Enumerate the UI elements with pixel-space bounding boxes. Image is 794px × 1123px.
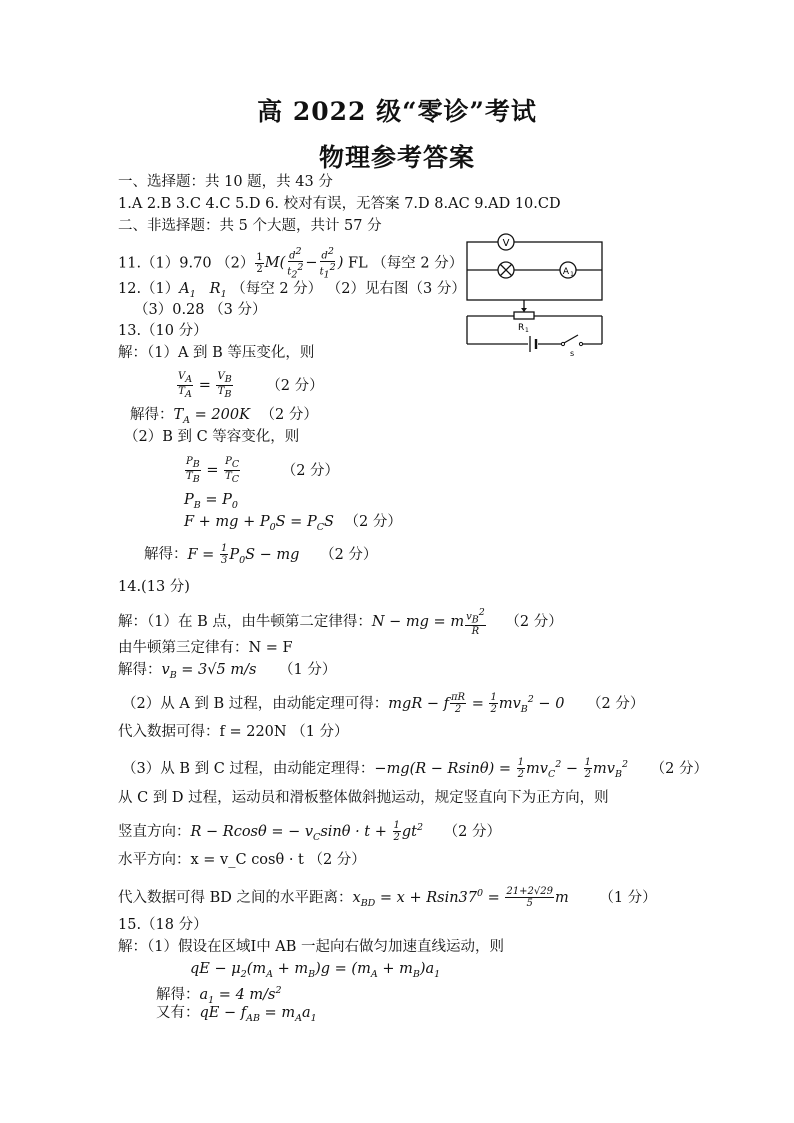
q13-pb: $P_B = P_0$	[184, 492, 238, 511]
q13-line4: （2）B 到 C 等容变化，则	[124, 429, 300, 445]
q14-line9: 水平方向：x = v_C cosθ · t （2 分）	[118, 852, 366, 868]
q14-line5: 代入数据可得：f = 220N （1 分）	[118, 724, 349, 740]
q12-answer: $A_1$ $R_1$	[179, 281, 227, 300]
q14-score5: （2 分）	[443, 823, 501, 840]
q13-score2: （2 分）	[260, 407, 318, 423]
q13-force-eq: F + mg + $P_0S = P_CS$ （2 分）	[184, 514, 402, 533]
q14-line4: （2）从 A 到 B 过程，由动能定理可得：mgR − f $\frac{\pi R}{2}$ = $\frac{1}{2}$ $mv_B^2 - 0$ （2 分）	[122, 692, 645, 716]
q13-ta: $T_A = 200K$	[173, 407, 250, 426]
q14-score1: （2 分）	[505, 614, 563, 631]
ammeter-icon	[560, 262, 576, 278]
part1-heading: 一、选择题：共 10 题，共 43 分	[118, 174, 333, 190]
q14-line6: （3）从 B 到 C 过程，由动能定理得：−mg(R − Rsinθ) = $\frac{1}{2}$ $mv_C^2$ − $\frac{1}{2}$ $mv_B^2$ （2 分）	[122, 757, 708, 781]
choice-answers: 1.A 2.B 3.C 4.C 5.D 6. 校对有误，无答案 7.D 8.AC 9.AD 10.CD	[118, 196, 561, 212]
q12-line2: （3）0.28 （3 分）	[134, 302, 267, 318]
svg-text:1: 1	[525, 327, 529, 334]
q14-line10: 代入数据可得 BD 之间的水平距离：$x_{BD} = x + Rsin37^0$ = $\frac{21+2√29}{5}$ m （1 分）	[118, 886, 657, 910]
q14-score2: （1 分）	[279, 662, 337, 678]
lamp-icon	[498, 262, 514, 278]
q15-solve-label: 解得：	[156, 986, 200, 1003]
q14-energy-ab: （2）从 A 到 B 过程，由动能定理可得：	[122, 695, 389, 712]
q14-vertical-label: 竖直方向：	[118, 823, 191, 840]
svg-text:s: s	[570, 349, 575, 358]
q13-heading: 13.（10 分）	[118, 323, 208, 339]
q11-line	[118, 246, 463, 281]
battery-icon	[530, 336, 536, 352]
q15-line1: 解：（1）假设在区域Ⅰ中 AB 一起向右做匀加速直线运动，则	[118, 939, 505, 955]
q15-heading: 15.（18 分）	[118, 917, 208, 933]
q15-also-label: 又有：	[156, 1005, 200, 1021]
exam-title: 高 2022 级“零诊”考试	[257, 97, 537, 126]
q11-tail: FL （每空 2 分）	[343, 255, 464, 272]
q14-newton2: 解：（1）在 B 点，由牛顿第二定律得：	[118, 614, 372, 631]
circuit-diagram	[462, 232, 607, 358]
q13-score4: （2 分）	[344, 514, 402, 530]
q11-half: $\frac{1}{2}$	[256, 251, 263, 275]
voltmeter-icon	[498, 234, 514, 250]
part2-heading: 二、非选择题：共 5 个大题，共计 57 分	[118, 218, 382, 234]
q12-rest: （每空 2 分） （2）见右图（3 分）	[226, 281, 466, 297]
svg-text:R: R	[518, 323, 525, 333]
rheostat-icon	[514, 308, 534, 334]
q13-solve-label: 解得：	[130, 407, 174, 423]
q14-energy-bc: （3）从 B 到 C 过程，由动能定理得：	[122, 760, 375, 777]
q14-solve-label: 解得：	[118, 662, 162, 678]
q14-score4: （2 分）	[650, 760, 708, 777]
q14-line3: 解得：$v_B = 3√5$ m/s （1 分）	[118, 662, 337, 681]
svg-text:1: 1	[570, 271, 574, 278]
q13-result: 解得：F = $\frac{1}{3}$ $P_0S$ − mg （2 分）	[144, 543, 378, 566]
q14-score3: （2 分）	[587, 695, 645, 712]
q13-eq2: $\frac{P_B}{T_B}$ = $\frac{P_C}{T_C}$ （2 分）	[186, 456, 340, 485]
q13-score5: （2 分）	[320, 546, 378, 563]
q14-score6: （1 分）	[599, 889, 657, 906]
q15-eq1: qE − $\mu_2(m_A + m_B)g = (m_A + m_B)a_1$	[190, 961, 441, 980]
q13-line1: 解：（1）A 到 B 等压变化，则	[118, 345, 315, 361]
q14-line8: 竖直方向：R − Rcosθ = − $v_C\sin\theta \cdot t$ + $\frac{1}{2}$ $gt^2$ （2 分）	[118, 820, 501, 844]
q15-line4: 又有：qE − $f_{AB} = m_Aa_1$	[156, 1005, 317, 1024]
q12-label: 12.（1）	[118, 281, 180, 297]
q14-line1: 解：（1）在 B 点，由牛顿第二定律得：N − mg = m $\frac{v_B^2}{R}$ （2 分）	[118, 607, 563, 638]
subject-title: 物理参考答案	[318, 143, 475, 172]
q14-line2: 由牛顿第三定律有：N = F	[118, 640, 293, 656]
q11-formula: M( $\frac{d^2}{t_2^2}$ − $\frac{d^2}{t_1^2}$ )	[264, 246, 344, 281]
q13-score1: （2 分）	[266, 377, 324, 394]
q13-score3: （2 分）	[281, 462, 340, 479]
svg-text:V: V	[502, 238, 510, 249]
switch-icon	[561, 335, 582, 358]
q14-heading: 14.(13 分)	[118, 579, 190, 595]
q15-line3: 解得：$a_1 = 4$ $m/s^2$	[156, 985, 282, 1006]
q13-eq1: $\frac{V_A}{T_A}$ = $\frac{V_B}{T_B}$ （2 分）	[178, 371, 324, 400]
svg-text:A: A	[562, 267, 570, 277]
q11-prefix: 11.（1）9.70 （2）	[118, 255, 255, 272]
q14-line7: 从 C 到 D 过程，运动员和滑板整体做斜抛运动，规定竖直向下为正方向，则	[118, 790, 609, 806]
q13-solve-label2: 解得：	[144, 546, 188, 563]
q14-distance-label: 代入数据可得 BD 之间的水平距离：	[118, 889, 353, 906]
